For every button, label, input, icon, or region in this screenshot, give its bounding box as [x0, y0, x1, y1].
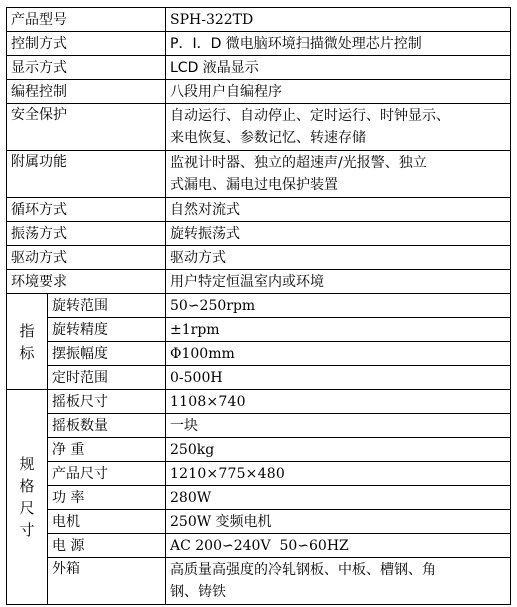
row-value-control: P．I．D 微电脑环境扫描微处理芯片控制 — [166, 32, 511, 56]
row-label-drive: 驱动方式 — [7, 246, 166, 270]
row-value-power: 280W — [166, 486, 511, 510]
row-label-outer-box: 外箱 — [48, 558, 166, 605]
row-value-plate-size: 1108×740 — [166, 390, 511, 414]
table-row — [7, 534, 511, 558]
row-label-motor: 电机 — [48, 510, 166, 534]
table-row — [7, 246, 511, 270]
row-value-outer-box — [166, 558, 511, 605]
table-row — [7, 80, 511, 104]
group-char: 寸 — [19, 521, 35, 539]
row-label-programming: 编程控制 — [7, 80, 166, 104]
table-row — [7, 462, 511, 486]
table-row — [7, 390, 511, 414]
row-value-programming: 八段用户自编程序 — [166, 80, 511, 104]
row-label-circulation: 循环方式 — [7, 198, 166, 222]
value-line: 钢、铸铁 — [170, 584, 226, 600]
row-value-timer-range: 0-500H — [166, 366, 511, 390]
row-label-power-supply: 电 源 — [48, 534, 166, 558]
value-line: 来电恢复、参数记忆、转速存储 — [170, 130, 366, 146]
row-value-model: SPH-322TD — [166, 8, 511, 32]
group-char: 指 — [19, 321, 35, 340]
row-label-oscillation: 振荡方式 — [7, 222, 166, 246]
row-value-oscillation: 旋转振荡式 — [166, 222, 511, 246]
row-value-rotation-range: 50∽250rpm — [166, 294, 511, 318]
table-row — [7, 414, 511, 438]
row-value-environment: 用户特定恒温室内或环境 — [166, 270, 511, 294]
row-label-control: 控制方式 — [7, 32, 166, 56]
group-char: 尺 — [19, 499, 35, 517]
row-value-swing-amplitude: Φ100mm — [166, 342, 511, 366]
table-row — [7, 558, 511, 605]
table-row — [7, 222, 511, 246]
table-row — [7, 438, 511, 462]
table-row — [7, 486, 511, 510]
row-label-net-weight: 净 重 — [48, 438, 166, 462]
table-row — [7, 32, 511, 56]
value-line: 自动运行、自动停止、定时运行、时钟显示、 — [170, 108, 450, 124]
table-row — [7, 8, 511, 32]
row-value-rotation-precision: ±1rpm — [166, 318, 511, 342]
row-label-rotation-range: 旋转范围 — [48, 294, 166, 318]
table-row — [7, 366, 511, 390]
table-row — [7, 104, 511, 151]
row-value-plate-count: 一块 — [166, 414, 511, 438]
row-value-safety — [166, 104, 511, 151]
table-row — [7, 270, 511, 294]
value-line: 监视计时器、独立的超速声/光报警、独立 — [170, 155, 427, 171]
row-value-display: LCD 液晶显示 — [166, 56, 511, 80]
group-label-indicators — [7, 294, 48, 390]
row-label-environment: 环境要求 — [7, 270, 166, 294]
row-label-timer-range: 定时范围 — [48, 366, 166, 390]
row-label-display: 显示方式 — [7, 56, 166, 80]
row-label-accessory: 附属功能 — [7, 151, 166, 198]
table-row — [7, 510, 511, 534]
row-label-plate-count: 摇板数量 — [48, 414, 166, 438]
group-char: 标 — [19, 343, 35, 362]
row-label-plate-size: 摇板尺寸 — [48, 390, 166, 414]
row-value-product-size: 1210×775×480 — [166, 462, 511, 486]
group-label-specs — [7, 390, 48, 605]
table-row — [7, 318, 511, 342]
value-line: 式漏电、漏电过电保护装置 — [170, 177, 338, 193]
table-row — [7, 56, 511, 80]
row-value-net-weight: 250kg — [166, 438, 511, 462]
value-line: 高质量高强度的冷轧钢板、中板、槽钢、角 — [170, 562, 436, 578]
row-label-rotation-precision: 旋转精度 — [48, 318, 166, 342]
row-value-drive: 驱动方式 — [166, 246, 511, 270]
table-row — [7, 294, 511, 318]
row-value-circulation: 自然对流式 — [166, 198, 511, 222]
row-value-motor: 250W 变频电机 — [166, 510, 511, 534]
row-label-model: 产品型号 — [7, 8, 166, 32]
row-label-product-size: 产品尺寸 — [48, 462, 166, 486]
table-row — [7, 151, 511, 198]
row-label-swing-amplitude: 摆振幅度 — [48, 342, 166, 366]
row-label-safety: 安全保护 — [7, 104, 166, 151]
table-row — [7, 198, 511, 222]
spec-table — [6, 7, 511, 605]
row-value-accessory — [166, 151, 511, 198]
group-char: 规 — [19, 455, 35, 473]
row-label-power: 功 率 — [48, 486, 166, 510]
group-char: 格 — [19, 477, 35, 495]
row-value-power-supply: AC 200∽240V 50∽60HZ — [166, 534, 511, 558]
table-row — [7, 342, 511, 366]
